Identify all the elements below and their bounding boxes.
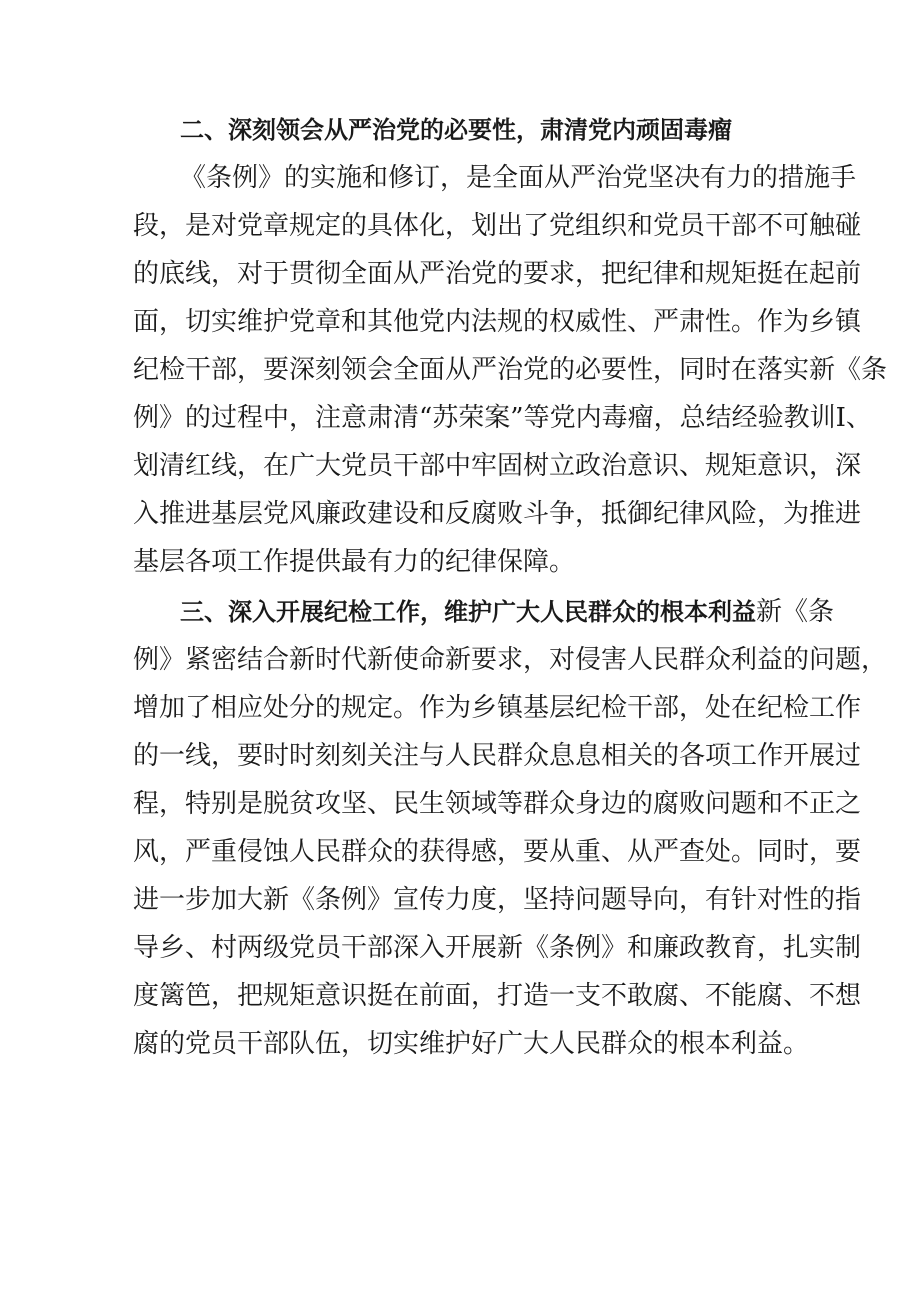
- section-3-line-10: 腐的党员干部队伍，切实维护好广大人民群众的根本利益。: [133, 1029, 810, 1059]
- section-3-line-4: 的一线，要时时刻刻关注与人民群众息息相关的各项工作开展过: [133, 741, 862, 771]
- section-3-heading: 三、深入开展纪检工作，维护广大人民群众的根本利益: [180, 598, 756, 626]
- section-3-line-7: 进一步加大新《条例》宣传力度，坚持问题导向，有针对性的指: [133, 885, 862, 915]
- section-2-line-5: 纪检干部，要深刻领会全面从严治党的必要性，同时在落实新《条: [133, 355, 888, 385]
- section-3-line-3: 增加了相应处分的规定。作为乡镇基层纪检干部，处在纪检工作: [133, 693, 862, 723]
- section-3-line-2: 例》紧密结合新时代新使命新要求，对侵害人民群众利益的问题，: [133, 645, 888, 675]
- section-2-line-1: 《条例》的实施和修订，是全面从严治党坚决有力的措施手: [180, 163, 857, 193]
- section-3-line-9: 度篱笆，把规矩意识挺在前面，打造一支不敢腐、不能腐、不想: [133, 981, 862, 1011]
- section-2-line-7: 划清红线，在广大党员干部中牢固树立政治意识、规矩意识，深: [133, 451, 862, 481]
- section-2-line-9: 基层各项工作提供最有力的纪律保障。: [133, 547, 576, 577]
- section-3-first-line: [180, 596, 840, 628]
- section-2-line-8: 入推进基层党风廉政建设和反腐败斗争，抵御纪律风险，为推进: [133, 499, 862, 529]
- section-3-first-line-tail: 新《条: [756, 597, 835, 627]
- section-3-line-5: 程，特别是脱贫攻坚、民生领域等群众身边的腐败问题和不正之: [133, 789, 862, 819]
- section-2-line-4: 面，切实维护党章和其他党内法规的权威性、严肃性。作为乡镇: [133, 307, 862, 337]
- section-2-line-2: 段，是对党章规定的具体化，划出了党组织和党员干部不可触碰: [133, 211, 862, 241]
- section-3-line-8: 导乡、村两级党员干部深入开展新《条例》和廉政教育，扎实制: [133, 933, 862, 963]
- section-3-line-6: 风，严重侵蚀人民群众的获得感，要从重、从严查处。同时，要: [133, 837, 862, 867]
- section-2-heading: 二、深刻领会从严治党的必要性，肃清党内顽固毒瘤: [180, 116, 732, 144]
- section-2-line-6: 例》的过程中，注意肃清“苏荣案”等党内毒瘤，总结经验教训I、: [133, 403, 872, 433]
- section-2-line-3: 的底线，对于贯彻全面从严治党的要求，把纪律和规矩挺在起前: [133, 259, 862, 289]
